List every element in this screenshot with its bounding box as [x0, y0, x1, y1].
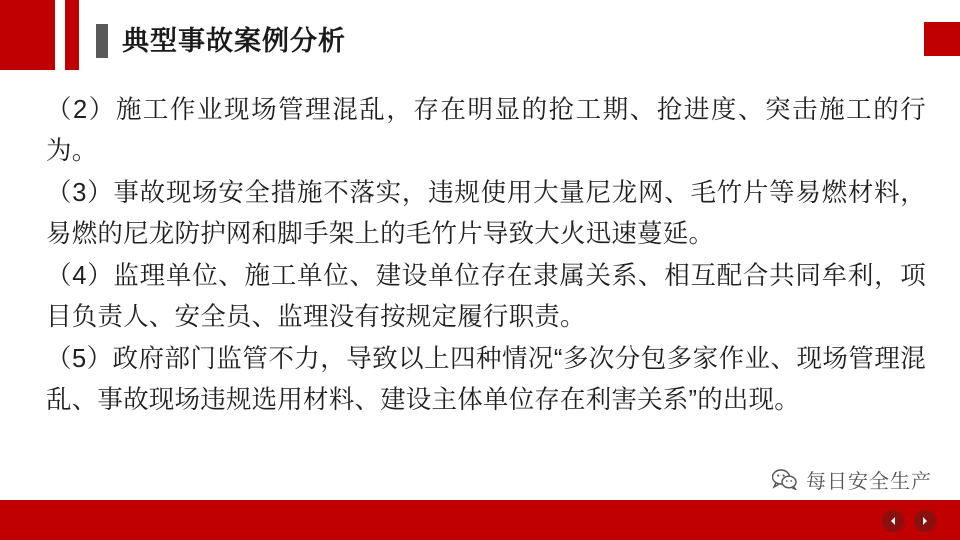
top-left-white-notch — [55, 0, 65, 70]
watermark-label: 每日安全生产 — [806, 471, 932, 493]
slide-title — [96, 24, 346, 58]
title-bar-marker — [96, 24, 108, 58]
wechat-icon — [772, 469, 797, 490]
slide-navigation — [872, 510, 936, 532]
body-paragraph: （5）政府部门监管不力，导致以上四种情况“多次分包多家作业、现场管理混乱、事故现场违规选用材料、建设主体单位存在利害关系”的出现。 — [46, 345, 926, 414]
slide-body — [46, 90, 926, 422]
page-title: 典型事故案例分析 — [122, 26, 346, 56]
body-paragraph: （4）监理单位、施工单位、建设单位存在隶属关系、相互配合共同牟利，项目负责人、安全员、监理没有按规定履行职责。 — [46, 262, 926, 331]
arrow-left-icon[interactable] — [882, 510, 904, 532]
top-left-red-accent — [65, 0, 79, 70]
body-paragraph: （2）施工作业现场管理混乱，存在明显的抢工期、抢进度、突击施工的行为。 — [46, 96, 926, 165]
body-paragraph: （3）事故现场安全措施不落实，违规使用大量尼龙网、毛竹片等易燃材料，易燃的尼龙防护网和脚手架上的毛竹片导致大火迅速蔓延。 — [46, 179, 926, 248]
watermark — [772, 465, 932, 494]
bottom-red-bar — [0, 500, 960, 540]
top-right-red-block — [924, 22, 960, 56]
arrow-right-icon[interactable] — [914, 510, 936, 532]
